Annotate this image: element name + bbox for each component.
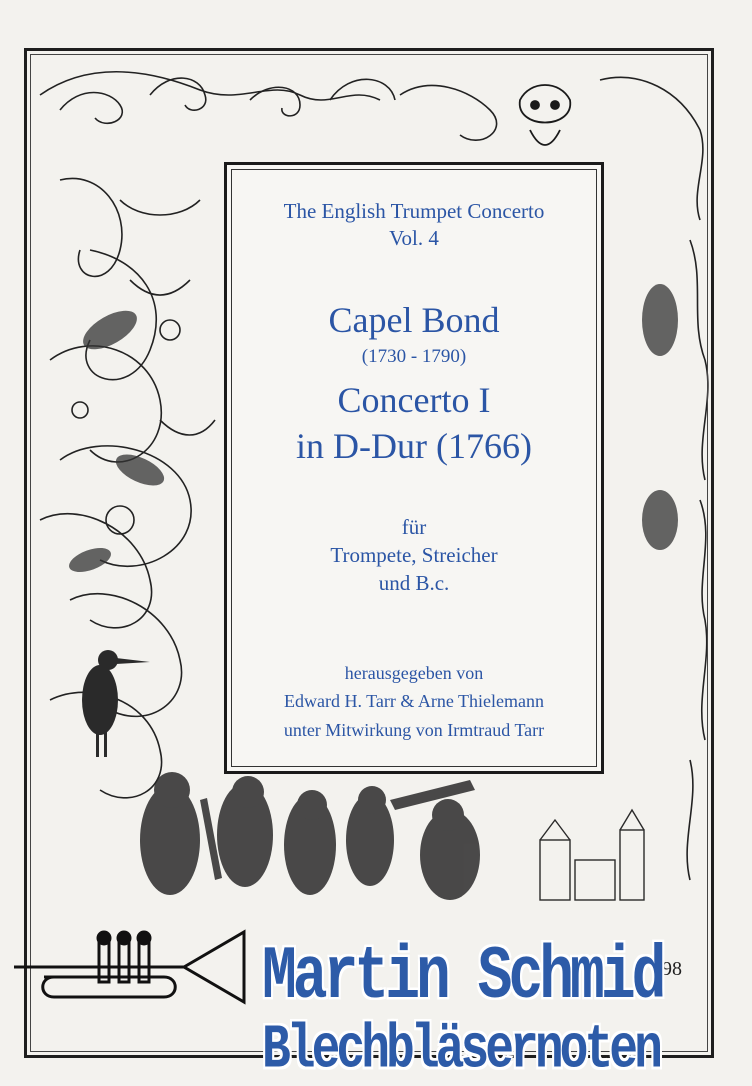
instrumentation-line: und B.c. bbox=[378, 571, 450, 595]
instrumentation-line: für bbox=[401, 515, 427, 539]
dealer-subtitle: Blechbläsernoten bbox=[262, 1016, 659, 1086]
composer-name: Capel Bond bbox=[328, 300, 500, 340]
dealer-name: Martin Schmid bbox=[262, 936, 663, 1021]
dealer-watermark bbox=[0, 910, 752, 1086]
editor-line: unter Mitwirkung von Irmtraud Tarr bbox=[283, 720, 545, 740]
editor-line: herausgegeben von bbox=[344, 663, 484, 683]
work-title: Concerto I bbox=[337, 380, 491, 420]
instrumentation-line: Trompete, Streicher bbox=[330, 543, 498, 567]
title-panel bbox=[224, 162, 604, 774]
series-volume: Vol. 4 bbox=[389, 226, 439, 250]
work-key: in D-Dur (1766) bbox=[296, 426, 532, 466]
composer-dates: (1730 - 1790) bbox=[361, 346, 467, 367]
trumpet-icon bbox=[4, 922, 254, 1012]
series-title: The English Trumpet Concerto bbox=[283, 199, 545, 223]
catalog-number: 98 bbox=[662, 958, 682, 980]
editor-line: Edward H. Tarr & Arne Thielemann bbox=[284, 691, 544, 711]
